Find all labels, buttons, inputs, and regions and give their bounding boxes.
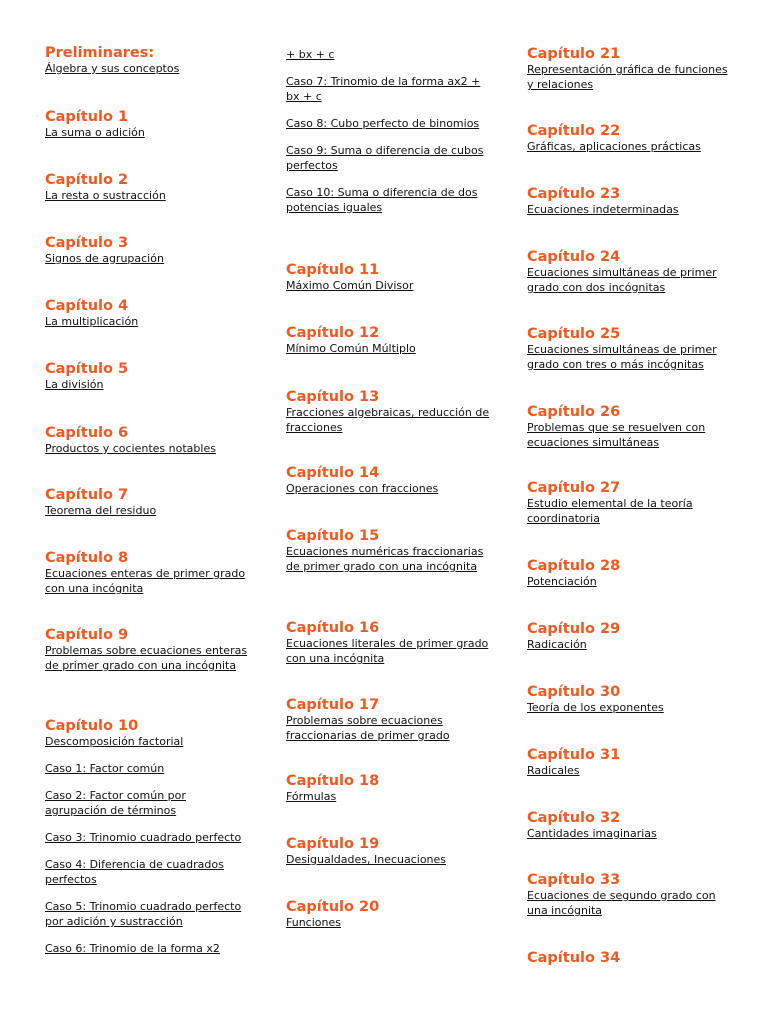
- chapter-title: Capítulo 17: [286, 697, 380, 713]
- chapter-title: Capítulo 12: [286, 325, 380, 341]
- chapter-title: Capítulo 10: [45, 718, 139, 734]
- toc-link[interactable]: Ecuaciones de segundo grado con una incógnita: [527, 889, 716, 917]
- chapter-title: Capítulo 7: [45, 487, 129, 503]
- chapter-title: Capítulo 20: [286, 899, 380, 915]
- toc-section: [286, 325, 491, 356]
- toc-section: [527, 404, 732, 450]
- chapter-title: Capítulo 23: [527, 186, 621, 202]
- toc-link[interactable]: La resta o sustracción: [45, 189, 166, 202]
- chapter-title: Capítulo 5: [45, 361, 129, 377]
- toc-section: [527, 810, 732, 841]
- chapter-title: Capítulo 4: [45, 298, 129, 314]
- toc-link[interactable]: Potenciación: [527, 575, 597, 588]
- toc-link[interactable]: Teorema del residuo: [45, 504, 157, 517]
- toc-link[interactable]: + bx + c: [286, 48, 335, 61]
- chapter-title: Capítulo 24: [527, 249, 621, 265]
- chapter-title: Capítulo 11: [286, 262, 380, 278]
- toc-section: [286, 528, 491, 574]
- chapter-title: Capítulo 34: [527, 950, 621, 966]
- toc-section: [45, 45, 250, 76]
- chapter-title: Preliminares:: [45, 45, 155, 61]
- toc-link[interactable]: Descomposición factorial: [45, 735, 184, 748]
- chapter-title: Capítulo 33: [527, 872, 621, 888]
- toc-link[interactable]: Caso 1: Factor común: [45, 762, 165, 775]
- toc-link[interactable]: Caso 7: Trinomio de la forma ax2 + bx + c: [286, 75, 481, 103]
- chapter-title: Capítulo 32: [527, 810, 621, 826]
- toc-link[interactable]: Caso 9: Suma o diferencia de cubos perfectos: [286, 144, 484, 172]
- toc-section: [45, 425, 250, 456]
- toc-section: [527, 186, 732, 217]
- toc-section: [45, 550, 250, 596]
- chapter-title: Capítulo 9: [45, 627, 129, 643]
- toc-link[interactable]: Ecuaciones literales de primer grado con una incógnita: [286, 637, 489, 665]
- chapter-title: Capítulo 14: [286, 465, 380, 481]
- toc-section: [45, 627, 250, 673]
- chapter-title: Capítulo 15: [286, 528, 380, 544]
- toc-link[interactable]: Caso 3: Trinomio cuadrado perfecto: [45, 831, 242, 844]
- toc-section: [286, 773, 491, 804]
- toc-section: [527, 326, 732, 372]
- toc-section: [45, 718, 250, 956]
- toc-link[interactable]: Productos y cocientes notables: [45, 442, 216, 455]
- chapter-title: Capítulo 1: [45, 109, 129, 125]
- toc-link[interactable]: Caso 8: Cubo perfecto de binomios: [286, 117, 480, 130]
- chapter-title: Capítulo 31: [527, 747, 621, 763]
- toc-link[interactable]: Álgebra y sus conceptos: [45, 62, 180, 75]
- toc-section: [286, 262, 491, 293]
- chapter-title: Capítulo 16: [286, 620, 380, 636]
- toc-link[interactable]: Caso 2: Factor común por agrupación de términos: [45, 789, 186, 817]
- toc-section: [45, 487, 250, 518]
- toc-section: [527, 621, 732, 652]
- toc-section: [286, 697, 491, 743]
- toc-section: [527, 747, 732, 778]
- toc-link[interactable]: Radicación: [527, 638, 587, 651]
- toc-section: [527, 950, 732, 966]
- toc-link[interactable]: Caso 4: Diferencia de cuadrados perfectos: [45, 858, 224, 886]
- toc-section: [286, 836, 491, 867]
- toc-section: [286, 620, 491, 666]
- chapter-title: Capítulo 2: [45, 172, 129, 188]
- toc-link[interactable]: Radicales: [527, 764, 580, 777]
- toc-section: [286, 465, 491, 496]
- toc-link[interactable]: Problemas que se resuelven con ecuaciones simultáneas: [527, 421, 706, 449]
- toc-link[interactable]: Máximo Común Divisor: [286, 279, 414, 292]
- toc-link[interactable]: La suma o adición: [45, 126, 145, 139]
- toc-link[interactable]: Ecuaciones simultáneas de primer grado con tres o más incógnitas: [527, 343, 717, 371]
- chapter-title: Capítulo 13: [286, 389, 380, 405]
- toc-section: [286, 899, 491, 930]
- toc-section: [45, 298, 250, 329]
- toc-section: [527, 684, 732, 715]
- toc-link[interactable]: Caso 10: Suma o diferencia de dos potencias iguales: [286, 186, 478, 214]
- toc-link[interactable]: Problemas sobre ecuaciones fraccionarias de primer grado: [286, 714, 450, 742]
- toc-link[interactable]: Fórmulas: [286, 790, 337, 803]
- chapter-title: Capítulo 29: [527, 621, 621, 637]
- toc-link[interactable]: Ecuaciones indeterminadas: [527, 203, 679, 216]
- toc-section: [45, 235, 250, 266]
- toc-section: [527, 249, 732, 295]
- chapter-title: Capítulo 3: [45, 235, 129, 251]
- toc-link[interactable]: Desigualdades, Inecuaciones: [286, 853, 447, 866]
- chapter-title: Capítulo 30: [527, 684, 621, 700]
- toc-link[interactable]: Operaciones con fracciones: [286, 482, 439, 495]
- toc-link[interactable]: Signos de agrupación: [45, 252, 164, 265]
- toc-section: [527, 46, 732, 92]
- toc-section: [45, 109, 250, 140]
- toc-link[interactable]: Ecuaciones simultáneas de primer grado con dos incógnitas: [527, 266, 717, 294]
- chapter-title: Capítulo 8: [45, 550, 129, 566]
- toc-section: [45, 361, 250, 392]
- toc-link[interactable]: Ecuaciones enteras de primer grado con una incógnita: [45, 567, 246, 595]
- toc-section: [527, 480, 732, 526]
- toc-link[interactable]: Funciones: [286, 916, 341, 929]
- toc-link[interactable]: La multiplicación: [45, 315, 139, 328]
- toc-link[interactable]: Gráficas, aplicaciones prácticas: [527, 140, 701, 153]
- toc-link[interactable]: Cantidades imaginarias: [527, 827, 657, 840]
- chapter-title: Capítulo 19: [286, 836, 380, 852]
- chapter-title: Capítulo 26: [527, 404, 621, 420]
- toc-link[interactable]: Caso 6: Trinomio de la forma x2: [45, 942, 220, 955]
- toc-link[interactable]: Problemas sobre ecuaciones enteras de primer grado con una incógnita: [45, 644, 248, 672]
- toc-link[interactable]: Caso 5: Trinomio cuadrado perfecto por adición y sustracción: [45, 900, 242, 928]
- toc-link[interactable]: Ecuaciones numéricas fraccionarias de primer grado con una incógnita: [286, 545, 484, 573]
- toc-section: [286, 47, 491, 215]
- toc-section: [286, 389, 491, 435]
- chapter-title: Capítulo 6: [45, 425, 129, 441]
- chapter-title: Capítulo 22: [527, 123, 621, 139]
- toc-section: [527, 872, 732, 918]
- toc-section: [527, 558, 732, 589]
- chapter-title: Capítulo 21: [527, 46, 621, 62]
- toc-link[interactable]: Estudio elemental de la teoría coordinatoria: [527, 497, 693, 525]
- chapter-title: Capítulo 18: [286, 773, 380, 789]
- toc-link[interactable]: Fracciones algebraicas, reducción de fracciones: [286, 406, 490, 434]
- toc-link[interactable]: Teoría de los exponentes: [527, 701, 664, 714]
- toc-section: [45, 172, 250, 203]
- toc-section: [527, 123, 732, 154]
- chapter-title: Capítulo 28: [527, 558, 621, 574]
- toc-link[interactable]: Representación gráfica de funciones y relaciones: [527, 63, 728, 91]
- chapter-title: Capítulo 27: [527, 480, 621, 496]
- toc-link[interactable]: Mínimo Común Múltiplo: [286, 342, 416, 355]
- toc-link[interactable]: La división: [45, 378, 104, 391]
- chapter-title: Capítulo 25: [527, 326, 621, 342]
